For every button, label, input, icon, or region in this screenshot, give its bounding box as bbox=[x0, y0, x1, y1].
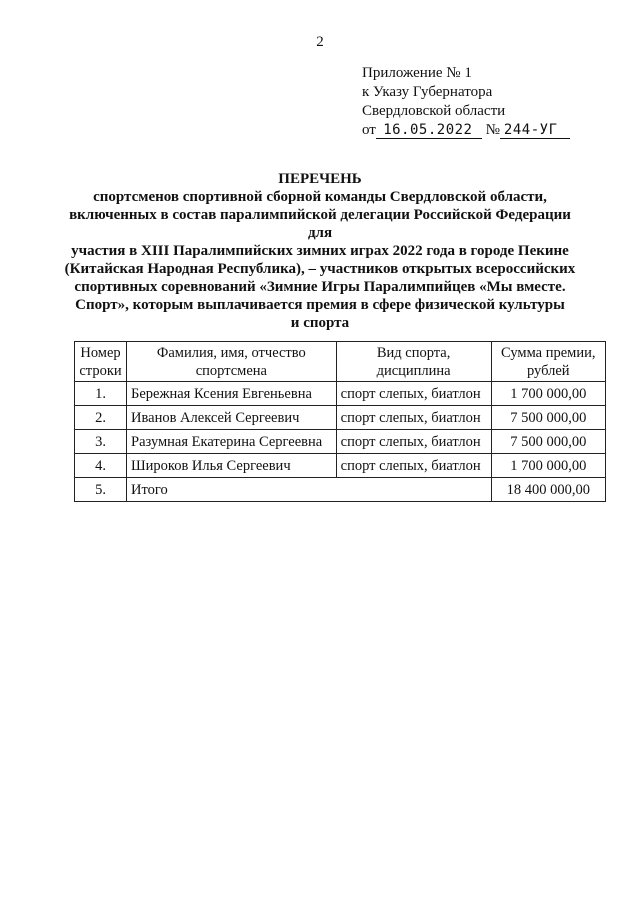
header-sport: Вид спорта, дисциплина bbox=[336, 342, 491, 382]
appendix-line-decree: к Указу Губернатора bbox=[362, 84, 493, 100]
sport-discipline: спорт слепых, биатлон bbox=[336, 406, 491, 430]
prize-sum: 7 500 000,00 bbox=[491, 406, 605, 430]
table-row bbox=[75, 430, 606, 454]
sport-discipline: спорт слепых, биатлон bbox=[336, 382, 491, 406]
appendix-line-region: Свердловской области bbox=[362, 103, 506, 119]
sport-discipline: спорт слепых, биатлон bbox=[336, 430, 491, 454]
prize-sum: 7 500 000,00 bbox=[491, 430, 605, 454]
table-total-row bbox=[75, 478, 606, 502]
header-prize-sum: Сумма премии, рублей bbox=[491, 342, 605, 382]
heading-subtitle-line: (Китайская Народная Республика), – участников открытых всероссийских bbox=[64, 261, 576, 277]
athlete-name: Иванов Алексей Сергеевич bbox=[127, 406, 337, 430]
athlete-name: Бережная Ксения Евгеньевна bbox=[127, 382, 337, 406]
heading-title: ПЕРЕЧЕНЬ bbox=[278, 171, 362, 187]
header-row-number: Номер строки bbox=[75, 342, 127, 382]
decree-date: 16.05.2022 bbox=[376, 122, 482, 139]
athlete-name: Широков Илья Сергеевич bbox=[127, 454, 337, 478]
document-heading bbox=[60, 170, 580, 332]
number-prefix: № bbox=[485, 122, 500, 138]
table-row bbox=[75, 406, 606, 430]
appendix-date-number-line bbox=[362, 121, 570, 140]
appendix-title: Приложение № 1 bbox=[362, 65, 472, 81]
table-header-row bbox=[75, 342, 606, 382]
athletes-table bbox=[74, 341, 606, 502]
heading-subtitle-line: участия в XIII Паралимпийских зимних играх 2022 года в городе Пекине bbox=[71, 243, 569, 259]
prize-sum: 1 700 000,00 bbox=[491, 454, 605, 478]
row-number: 2. bbox=[75, 406, 127, 430]
heading-subtitle-line: спортивных соревнований «Зимние Игры Паралимпийцев «Мы вместе. bbox=[74, 279, 566, 295]
total-label: Итого bbox=[127, 478, 492, 502]
prize-sum: 1 700 000,00 bbox=[491, 382, 605, 406]
heading-subtitle-line: и спорта bbox=[290, 315, 350, 331]
table-row bbox=[75, 382, 606, 406]
appendix-block bbox=[362, 64, 570, 140]
table-row bbox=[75, 454, 606, 478]
date-prefix: от bbox=[362, 122, 376, 138]
heading-subtitle-line: спортсменов спортивной сборной команды Свердловской области, bbox=[93, 189, 547, 205]
decree-number: 244-УГ bbox=[500, 122, 570, 139]
row-number: 1. bbox=[75, 382, 127, 406]
row-number: 5. bbox=[75, 478, 127, 502]
row-number: 4. bbox=[75, 454, 127, 478]
sport-discipline: спорт слепых, биатлон bbox=[336, 454, 491, 478]
row-number: 3. bbox=[75, 430, 127, 454]
heading-subtitle-line: Спорт», которым выплачивается премия в сфере физической культуры bbox=[75, 297, 565, 313]
page-number: 2 bbox=[316, 34, 324, 50]
total-sum: 18 400 000,00 bbox=[491, 478, 605, 502]
athlete-name: Разумная Екатерина Сергеевна bbox=[127, 430, 337, 454]
header-full-name: Фамилия, имя, отчество спортсмена bbox=[127, 342, 337, 382]
heading-subtitle-line: включенных в состав паралимпийской делегации Российской Федерации для bbox=[69, 207, 571, 241]
